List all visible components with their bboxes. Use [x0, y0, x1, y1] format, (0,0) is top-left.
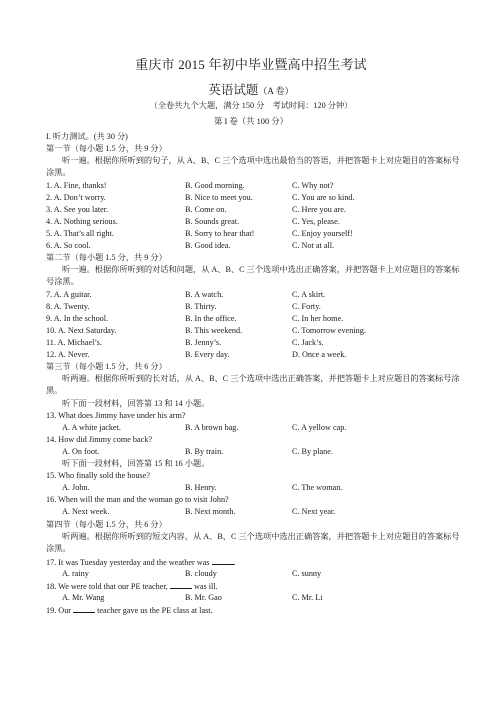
part-heading: I. 听力测试。(共 30 分) [46, 132, 128, 141]
option-c: C. Tomorrow evening. [292, 326, 366, 335]
option-c: C. Why not? [292, 181, 334, 190]
section-title: 第一节（每小题 1.5 分，共 9 分） [46, 144, 167, 153]
section-instruction: 听两遍。根据你所听到的长对话，从 A、B、C 三个选项中选出正确答案，并把答题卡上对应题目的答案标号涂黑。 [46, 374, 460, 395]
option-b: B. Sounds great. [185, 217, 240, 226]
option-a: 8. A. Twenty. [46, 302, 90, 311]
option-b: B. Jenny’s. [185, 338, 222, 347]
option-a: 1. A. Fine, thanks! [46, 181, 107, 190]
option-b: B. A brown bag. [185, 423, 239, 432]
exam-subtitle [0, 80, 502, 98]
option-b: B. Sorry to hear that! [185, 229, 255, 238]
option-a: 5. A. That’s all right. [46, 229, 114, 238]
question-stem: 15. Who finally sold the house? [46, 471, 150, 480]
option-a: 10. A. Next Saturday. [46, 326, 117, 335]
option-a: A. Next week. [62, 507, 110, 516]
option-c: C. A skirt. [292, 290, 326, 299]
option-a: A. A white jacket. [62, 423, 121, 432]
option-b: B. By train. [185, 447, 224, 456]
question-stem: 14. How did Jimmy come back? [46, 435, 152, 444]
option-a: A. Mr. Wang [62, 593, 105, 602]
subtitle-text: 英语试题 [208, 83, 259, 97]
section-title: 第三节（每小题 1.5 分，共 6 分） [46, 362, 167, 371]
option-a: 2. A. Don’t worry. [46, 193, 106, 202]
section-title: 第二节（每小题 1.5 分，共 9 分） [46, 253, 167, 262]
option-b: B. Mr. Gao [185, 593, 222, 602]
option-b: B. Henry. [185, 483, 217, 492]
option-a: A. On foot. [62, 447, 100, 456]
option-c: C. Here you are. [292, 205, 346, 214]
question-stem [46, 557, 236, 568]
option-b: B. Come on. [185, 205, 227, 214]
option-c: C. Not at all. [292, 241, 335, 250]
section-instruction: 听一遍。根据你所听到的对话和问题，从 A、B、C 三个选项中选出正确答案，并把答题卡上对应题目的答案标号涂黑。 [46, 265, 460, 286]
exam-title: 重庆市 2015 年初中毕业暨高中招生考试 [135, 57, 367, 72]
option-c: C. Jack’s. [292, 338, 324, 347]
question-stem [46, 581, 218, 592]
option-a: 7. A. A guitar. [46, 290, 92, 299]
question-stem [46, 605, 213, 616]
option-b: B. Every day. [185, 350, 230, 359]
option-b: B. Good idea. [185, 241, 231, 250]
option-a: 12. A. Never. [46, 350, 90, 359]
option-b: B. cloudy [185, 569, 217, 578]
option-b: B. Next month. [185, 507, 236, 516]
option-c: C. Mr. Li [292, 593, 323, 602]
option-c: C. sunny [292, 569, 322, 578]
option-a: A. John. [62, 483, 90, 492]
option-c: C. The woman. [292, 483, 343, 492]
option-b: B. Thirty. [185, 302, 217, 311]
answer-blank [170, 581, 192, 589]
option-b: B. A watch. [185, 290, 224, 299]
option-a: 3. A. See you later. [46, 205, 109, 214]
section-instruction: 听一遍。根据你所听到的句子，从 A、B、C 三个选项中选出最恰当的答语，并把答题卡上对应题目的答案标号涂黑。 [46, 156, 460, 177]
option-c: C. Enjoy yourself! [292, 229, 353, 238]
volume-label: 第 I 卷（共 100 分） [214, 117, 288, 126]
option-a: 9. A. In the school. [46, 314, 109, 323]
option-c: C. By plane. [292, 447, 333, 456]
option-c: D. Once a week. [292, 350, 347, 359]
option-a: A. rainy [62, 569, 89, 578]
option-b: B. This weekend. [185, 326, 243, 335]
stem-text: . [233, 558, 236, 567]
option-c: C. Next year. [292, 507, 336, 516]
option-c: C. Yes, please. [292, 217, 340, 226]
option-a: 11. A. Michael’s. [46, 338, 102, 347]
option-c: C. In her home. [292, 314, 344, 323]
stem-text: 19. Our [46, 606, 72, 615]
stem-text: was ill. [193, 582, 218, 591]
question-stem: 16. When will the man and the woman go to visit John? [46, 495, 229, 504]
question-stem: 13. What does Jimmy have under his arm? [46, 411, 186, 420]
option-a: 4. A. Nothing serious. [46, 217, 118, 226]
stem-text: 18. We were told that our PE teacher, [46, 582, 168, 591]
option-c: C. Forty. [292, 302, 321, 311]
material-note: 听下面一段材料，回答第 15 和 16 小题。 [62, 459, 210, 468]
answer-blank [73, 605, 95, 613]
exam-meta: （全卷共九个大题，满分 150 分 考试时间：120 分钟） [149, 101, 353, 110]
stem-text: 17. It was Tuesday yesterday and the weather was [46, 558, 210, 567]
option-b: B. In the office. [185, 314, 237, 323]
option-a: 6. A. So cool. [46, 241, 91, 250]
answer-blank [212, 557, 234, 565]
material-note: 听下面一段材料，回答第 13 和 14 小题。 [62, 399, 210, 408]
section-instruction: 听两遍。根据你所听到的短文内容，从 A、B、C 三个选项中选出正确答案，并把答题卡上对应题目的答案标号涂黑。 [46, 532, 460, 553]
option-c: C. A yellow cap. [292, 423, 347, 432]
subtitle-note: （A 卷） [258, 86, 294, 96]
section-title: 第四节（每小题 1.5 分，共 6 分） [46, 520, 167, 529]
option-c: C. You are so kind. [292, 193, 355, 202]
stem-text: teacher gave us the PE class at last. [97, 606, 213, 615]
option-b: B. Nice to meet you. [185, 193, 253, 202]
option-b: B. Good morning. [185, 181, 245, 190]
